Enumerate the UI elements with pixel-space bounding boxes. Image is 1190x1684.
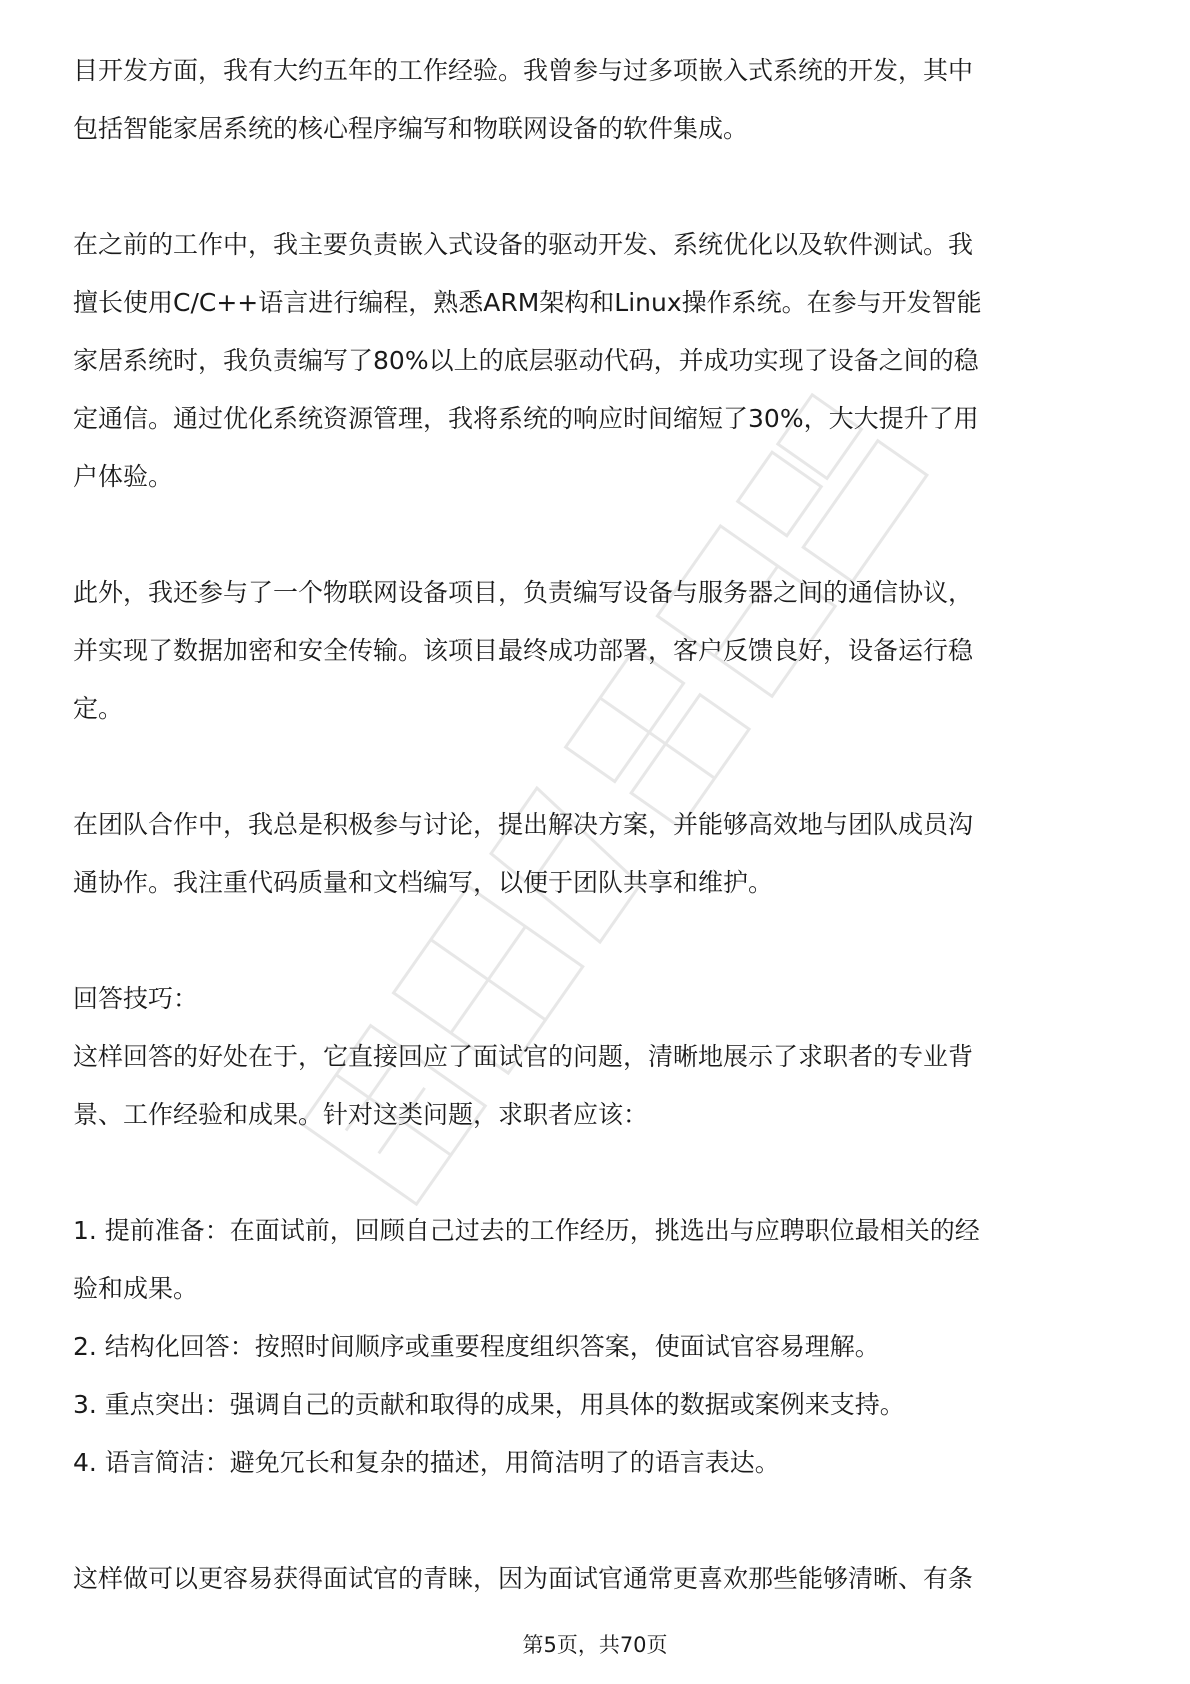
text-line: 定。 xyxy=(73,694,124,723)
text-line: 擅长使用C/C++语言进行编程，熟悉ARM架构和Linux操作系统。在参与开发智能 xyxy=(73,288,982,317)
list-item: 3. 重点突出：强调自己的贡献和取得的成果，用具体的数据或案例来支持。 xyxy=(73,1390,905,1419)
paragraph-gap xyxy=(73,158,1123,216)
text-line: 在之前的工作中，我主要负责嵌入式设备的驱动开发、系统优化以及软件测试。我 xyxy=(73,230,974,259)
paragraph-gap xyxy=(73,506,1123,564)
page-content xyxy=(73,42,1123,1608)
text-line: 景、工作经验和成果。针对这类问题，求职者应该： xyxy=(73,1100,649,1129)
text-line: 家居系统时，我负责编写了80%以上的底层驱动代码，并成功实现了设备之间的稳 xyxy=(73,346,979,375)
text-line: 这样做可以更容易获得面试官的青睐，因为面试官通常更喜欢那些能够清晰、有条 xyxy=(73,1564,974,1593)
text-line: 这样回答的好处在于，它直接回应了面试官的问题，清晰地展示了求职者的专业背 xyxy=(73,1042,974,1071)
list-item: 1. 提前准备：在面试前，回顾自己过去的工作经历，挑选出与应聘职位最相关的经 xyxy=(73,1216,980,1245)
text-line: 此外，我还参与了一个物联网设备项目，负责编写设备与服务器之间的通信协议， xyxy=(73,578,974,607)
list-item: 2. 结构化回答：按照时间顺序或重要程度组织答案，使面试官容易理解。 xyxy=(73,1332,880,1361)
paragraph-gap xyxy=(73,912,1123,970)
page-number: 第5页，共70页 xyxy=(522,1633,668,1657)
paragraph-gap xyxy=(73,738,1123,796)
list-item: 4. 语言简洁：避免冗长和复杂的描述，用简洁明了的语言表达。 xyxy=(73,1448,780,1477)
text-line: 户体验。 xyxy=(73,462,174,491)
text-line: 目开发方面，我有大约五年的工作经验。我曾参与过多项嵌入式系统的开发，其中 xyxy=(73,56,974,85)
list-item: 验和成果。 xyxy=(73,1274,199,1303)
text-line: 在团队合作中，我总是积极参与讨论，提出解决方案，并能够高效地与团队成员沟 xyxy=(73,810,974,839)
text-line: 并实现了数据加密和安全传输。该项目最终成功部署，客户反馈良好，设备运行稳 xyxy=(73,636,974,665)
text-line: 包括智能家居系统的核心程序编写和物联网设备的软件集成。 xyxy=(73,114,749,143)
text-line: 定通信。通过优化系统资源管理，我将系统的响应时间缩短了30%，大大提升了用 xyxy=(73,404,979,433)
paragraph-gap xyxy=(73,1144,1123,1202)
section-heading: 回答技巧： xyxy=(73,984,199,1013)
text-line: 通协作。我注重代码质量和文档编写，以便于团队共享和维护。 xyxy=(73,868,774,897)
paragraph-gap xyxy=(73,1492,1123,1550)
